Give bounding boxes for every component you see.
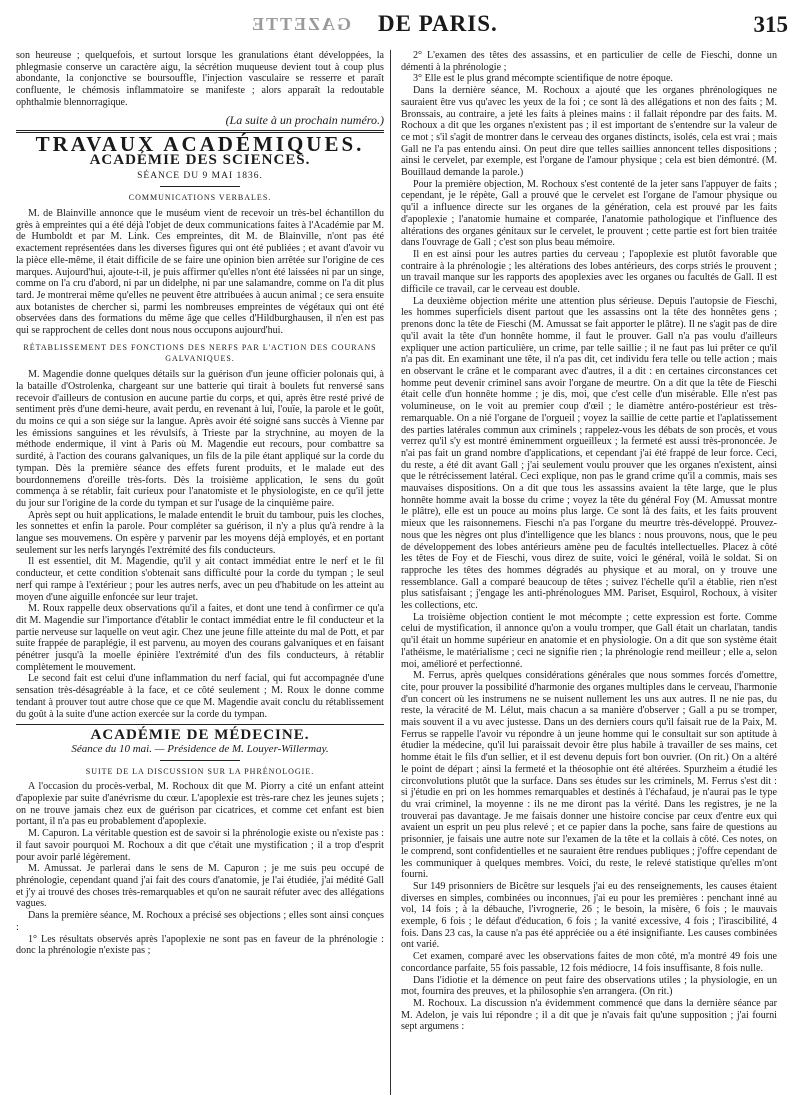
session-medicine: Séance du 10 mai. — Présidence de M. Louyer-Willermay. <box>71 742 329 755</box>
masthead-title: DE PARIS. <box>378 11 498 36</box>
paragraph-third-objection: La troisième objection contient le mot mécompte ; cette expression est forte. Comme celui de mystification, il annonce qu'on a voulu tromper, que Gall était un charlatan, tandis qu'il était un homme supérieur en anatomie et en physiologie. On a dit que son système était l'athéisme, le matérialisme ; ceci ne signifie rien ; la phrénologie rend meilleur ; elle a, selon moi, amélioré et perfectionné. <box>401 611 777 670</box>
paragraph-ferrus: M. Ferrus, après quelques considérations générales que nous sommes forcés d'omettre, cite, pour prouver la possibilité d'harmonie des organes multiples dans le cerveau, l'harmonie d'un concert où les instrumens ne se nuisent nullement les uns aux autres. Il ne nie pas, du reste, la véracité de M. Lélut, mais chacun a sa manière d'observer ; Gall a pu se tromper, mais souvent il a vu avec justesse. Dans un des derniers cours qu'il faisait rue de la Paix, M. Ferrus se rappelle l'avoir vu répondre à un jeune homme qui le consultait sur son aptitude à étudier la médecine, qu'il lui paraissait devoir être plus habile à travailler de ses mains, cet homme était le fils d'un sellier, et il est devenu depuis fort bon ouvrier. (On rit.) On a altéré le point de départ ; ainsi la fermeté et la théosophie ont été altérées. Spurzheim a étudié les circonvolutions plutôt que la surface. Dans ses études sur les criminels, M. Ferrus s'est dit : si j'étudie en pri on les hommes remarquables et destinés à l'échafaud, je n'aurai pas le type du vrai criminel, la moyenne : ils ne me diront pas la vérité. Dans les registres, je ne la trouverai pas davantage. Je me faisais donner une histoire concise par ceux d'entre eux qui avaient un esprit un peu plus relevé ; et ce papier dans la poche, sans faire de questions au prisonnier, je faisais une autre note sur l'examen de la tête et la collais à côté. Ces notes, on le comprend, sont confidentielles et ne sauraient être rendues publiques ; j'offre cependant de les communiquer à quelques membres. Voici, du reste, le relevé statistique qu'elles m'ont fourni. <box>401 670 777 881</box>
paragraph-second-objection: La deuxième objection mérite une attention plus sérieuse. Depuis l'autopsie de Fieschi, les hommes superficiels disent partout que les assassins ont la tête des honnêtes gens ; prenons donc la tête de Fieschi (M. Amussat se fait apporter le plâtre). Il ne s'agit pas de dire qu'il avait la tête d'un honnête homme, il faut le prouver. Gall n'a pas voulu d'ailleurs expliquer une action particulière, un crime, par telle saillie ; il ne faut pas lui prêter ce qu'il n'a pas dit. En examinant une tête, il n'a pas dit, cet individu fera telle ou telle action ; mais en observant le crâne et le comparant avec d'autres, il a dit : en certaines circonstances cet homme peut devenir criminel sans avoir l'organe de meurtre. On a dit que la tête de Fieschi était celle d'un honnête homme ; je dis, moi, que c'est celle d'un misérable. Elle n'est pas volumineuse, on le voit au premier coup d'œil ; le diamètre antéro-postérieur est très-remarquable. On a nié l'organe de l'orgueil ; voyez la saillie de cette partie et l'aplatissement des parties latérales commun aux criminels ; rappelez-vous les débats de son procès, et vous verrez qu'il s'y est montré éminemment orgueilleux ; la fermeté est aussi très-prononcée. Je n'ai pas fait un grand nombre d'applications, et cependant j'ai été frappé de leur force. Ceci, du reste, a été dit avant Gall ; j'ai seulement voulu prouver que les organes n'existent, ainsi que le rétrécissement latéral. Ceci explique, non pas le grand crime qu'il a commis, mais ses mauvaises dispositions. On a dit que tous les assassins avaient la tête large, que le plus honnête homme avait la bosse du crime ; voyez la tête du général Foy (M. Amussat montre le plâtre), elle est un pouce au moins plus large. Ce sont là des faits, et les faits prouvent mieux que les raisonnemens. Fieschi n'a pas l'organe du meurtre très-développé. Prouvez-nous que les nègres ont plus d'intelligence que les blancs : nous prouvons, nous, que le peu de développement des lobes antérieurs amène peu de facultés intellectuelles. Placez à côté les têtes de Foy et de Fieschi, vous direz de suite, voici le général, voilà le soldat. Si on rapproche les têtes des hommes dégradés au physique et au moral, on y trouve une ressemblance. Gall a comparé beaucoup de têtes ; suivez l'échelle qu'il a établie, rien n'est plus satisfaisant ; j'engage les anti-phrénologues MM. Pariset, Esquirol, Rochoux, à visiter les collections, etc. <box>401 295 777 612</box>
academy-medicine-heading: ACADÉMIE DE MÉDECINE. <box>90 727 310 744</box>
paragraph-amussat: M. Amussat. Je parlerai dans le sens de M. Capuron ; je me suis peu occupé de phrénologie, cependant quand j'ai fait des cours d'anatomie, je l'ai étudiée, j'ai médité Gall et j'y ai trouvé des choses très-remarquables et qu'on ne saurait réfuter avec des allégations vagues. <box>16 863 384 910</box>
session-date: SÉANCE DU 9 MAI 1836. <box>137 170 263 181</box>
paragraph-piorry: A l'occasion du procès-verbal, M. Rochoux dit que M. Piorry a cité un enfant atteint d'apoplexie par suite d'anévrisme du cœur. L'apoplexie est très-rare chez les jeunes sujets ; on ne trouve jamais chez eux de guérison par cicatrices, et comme cet enfant est bien portant, il n'a pas eu probablement d'apoplexie. <box>16 781 384 828</box>
page-number: 315 <box>753 12 788 37</box>
paragraph-other-parts: Il en est ainsi pour les autres parties du cerveau ; l'apoplexie est plutôt favorable que contraire à la phrénologie ; les altérations des lobes antérieurs, des corps striés le prouvent ; un travail manque sur les rapports des apoplexies avec les organes ou facultés de Gall. Il est difficile ce travail, car le cerveau est double. <box>401 248 777 296</box>
paragraph-capuron: M. Capuron. La véritable question est de savoir si la phrénologie existe ou n'existe pas : il faut savoir pourquoi M. Rochoux a dit que c'était une mystification ; il a trop d'esprit pour avoir parlé légèrement. <box>16 828 384 863</box>
running-head <box>0 8 800 42</box>
rubric-phrenology: SUITE DE LA DISCUSSION SUR LA PHRÉNOLOGIE. <box>85 766 315 776</box>
paragraph-first-objection: Pour la première objection, M. Rochoux s'est contenté de la jeter sans l'appuyer de faits ; cependant, je le répète, Gall a prouvé que le cervelet est l'organe de l'amour physique ou qu'il a influence directe sur les organes de la génération, cela est prouvé par les faits d'apoplexie ; l'anatomie humaine et comparée, l'anatomie pathologique et l'influence des altérations des organes génitaux sur le cervelet, le prouvent ; cette partie est fort bien traitée dans l'ouvrage de Gall ; c'est son plus beau mémoire. <box>401 178 777 249</box>
section-title: TRAVAUX ACADÉMIQUES. <box>35 132 365 157</box>
right-column <box>401 50 777 1033</box>
paragraph-magendie-1: M. Magendie donne quelques détails sur la guérison d'un jeune officier polonais qui, à la bataille d'Ostrolenka, chargeant sur une batterie qui tirait à boulets fut renversé sans recevoir d'ailleurs de contusion en aucune partie du corps, et qui, après être resté privé de sentiment près d'une demi-heure, avait perdu, en revenant à lui, l'ouïe, la parole et le goût, du moins ce qui a son siége sur la langue. Après avoir été soigné sans succès à Vienne par les émissions sanguines et les révulsifs, à Trieste par la strychnine, au moyen de la méthode endermique, il vint à Paris où M. Magendie eut recours, pour combattre sa surdité, à l'action des courans galvaniques, un fils de la pile étant appliqué sur la corde du tympan. Dès la première séance des effets furent produits, et le malade eut des bourdonnemens d'oreille très-forts. Dès la troisième application, le sens du goût commença à se rétablir, fait curieux pour l'anatomiste et le physiologiste, en ce qu'il jette du jour sur l'origine de la corde du tympan et sur l'usage de la cinquième paire. <box>16 369 384 509</box>
paragraph-blainville: M. de Blainville annonce que le muséum vient de recevoir un très-bel échantillon du grès à empreintes qui a été déjà l'objet de deux communications faites à l'Académie par M. de Humboldt et par M. Link. Ces empreintes, dit M. de Blainville, n'ont pas été exactement représentées dans les diverses figures qui ont été publiées ; et avant d'avoir vu la pièce elle-même, il était difficile de se faire une opinion bien arrêtée sur l'origine de ces marques. Aujourd'hui, ajoute-t-il, je puis affirmer qu'elles n'ont été laissées ni par un singe, comme on l'a cru d'abord, ni par un didelphe, ni par une salamandre, comme on l'a dit plus tard. Je montrerai même qu'elles ne peuvent être attribuées à aucun animal ; ce sera ensuite aux botanistes de chercher si, parmi les nombreuses empreintes de végétaux qui ont été observées dans des formations du même âge que celles d'Hildburghausen, il n'en est pas qui se rapprochent de celles dont nous nous occupons aujourd'hui. <box>16 208 384 337</box>
paragraph-idiocy: Dans l'idiotie et la démence on peut faire des observations utiles ; la physiologie, en un mot, fournira des preuves, et la philosophie s'en arrangera. (On rit.) <box>401 974 777 998</box>
academy-sciences-heading: ACADÉMIE DES SCIENCES. <box>89 151 311 168</box>
paragraph-rochoux-end: M. Rochoux. La discussion n'a évidemment commencé que dans la dernière séance par M. Adelon, je vais lui répondre ; il a dit que je n'avais fait qu'une supposition ; j'ai fourni sept argumens : <box>401 997 777 1033</box>
paragraph-magendie-3: Il est essentiel, dit M. Magendie, qu'il y ait contact immédiat entre le nerf et le fil conducteur, et cette condition s'obtenait sans difficulté pour la corde du tympan ; le seul nerf qui rampe à l'extérieur ; pour les autres nerfs, avec un peu d'habitude on les atteint au moyen d'une aiguille enfoncée sur leur trajet. <box>16 556 384 603</box>
paragraph-opening: son heureuse ; quelquefois, et surtout lorsque les granulations étant développées, la phlegmasie conserve un caractère aigu, la sécrétion muqueuse devient tout à coup plus abondante, la conjonctive se boursouffle, l'injection vasculaire se resserre et paraît confluente, le chémosis inflammatoire se manifeste ; alors apparaît la redoutable ophthalmie blennorragique. <box>16 50 384 108</box>
paragraph-bicetre: Sur 149 prisonniers de Bicêtre sur lesquels j'ai eu des renseignements, les causes étaient diverses en simples, combinées ou inconnues, j'ai eu pour les premières : penchant inné au vol, 14 fois ; à la débauche, l'ivrognerie, 26 ; le besoin, la misère, 6 fois ; le mauvais exemple, 6 fois ; le défaut d'éducation, 6 fois ; la vanité excessive, 4 fois ; l'irascibilité, 4 fois. Dans 23 cas, la cause n'a pas été appréciée ou a été insignifiante. Les causes combinées ont varié. <box>401 880 777 951</box>
bleed-through-text: GAZETTE <box>250 14 352 34</box>
left-column <box>16 50 384 957</box>
paragraph-roux-2: Le second fait est celui d'une inflammation du nerf facial, qui fut accompagnée d'une sensation très-désagréable à la face, et ce côté seulement ; M. Roux le donne comme tendant à prouver tout autre chose que ce que M. Magendie avait conclu du rétablissement du goût à la suite d'une action exercée sur la corde du tympan. <box>16 673 384 720</box>
continued-note: (La suite à un prochain numéro.) <box>225 112 384 127</box>
paragraph-exam: Cet examen, comparé avec les observations faites de mon côté, m'a montré 49 fois une concordance parfaite, 55 fois passable, 12 fois médiocre, 14 fois insuffisante, 8 fois nulle. <box>401 951 777 974</box>
paragraph-second-point: 2° L'examen des têtes des assassins, et en particulier de celle de Fieschi, donne un démenti à la phrénologie ; <box>401 50 777 73</box>
paragraph-first-point: 1° Les résultats observés après l'apoplexie ne sont pas en faveur de la phrénologie : donc la phrénologie n'existe pas ; <box>16 933 384 957</box>
column-divider <box>390 50 391 1095</box>
rubric-verbal: COMMUNICATIONS VERBALES. <box>128 193 272 203</box>
paragraph-rochoux-objections: Dans la première séance, M. Rochoux a précisé ses objections ; elles sont ainsi conçues : <box>16 910 384 933</box>
short-divider <box>160 760 240 761</box>
paragraph-roux-1: M. Roux rappelle deux observations qu'il a faites, et dont une tend à confirmer ce qu'a dit M. Magendie sur l'importance d'établir le contact immédiat entre le fil conducteur et la partie nerveuse sur laquelle on veut agir. Chez une jeune fille atteinte du mal de Pott, et par suite frappée de paraplégie, il est parvenu, au moyen des courans galvaniques et en faisant pénétrer jusqu'à la moelle épinière l'extrémité d'un des fils conducteurs, à rétablir complètement le mouvement. <box>16 603 385 673</box>
paragraph-magendie-2: Après sept ou huit applications, le malade entendit le bruit du tambour, puis les cloches, les sonnettes et enfin la parole. Pour compléter sa guérison, il n'y a plus qu'à rendre à la langue ses mouvemens. On espère y parvenir par les moyens déjà employés, et en portant seulement sur les nerfs laryngés l'extrémité des fils conducteurs. <box>16 509 384 556</box>
section-divider <box>16 724 384 725</box>
paragraph-last-session: Dans la dernière séance, M. Rochoux a ajouté que les organes phrénologiques ne sauraient être vus qu'avec les yeux de la foi ; ce sont là des allégations et non des faits ; M. Bronssais, au contraire, a jeté les faits à pleines mains : il fallait répondre par des faits. M. Rochoux a dit que les organes n'existent pas ; il est important de s'entendre sur la valeur de ce mot ; s'il s'agit de montrer dans le cerveau des organes distincts, isolés, cela est vrai ; mais Gall ne l'a pas entendu ainsi. On peut dire que telles saillies annoncent telles dispositions ; ainsi le cervelet, par exemple, est l'organe de l'amour physique ; cela est bien démontré. (M. Bouillaud demande la parole.) <box>401 85 777 179</box>
rubric-galvanic: RÉTABLISSEMENT DES FONCTIONS DES NERFS PAR L'ACTION DES COURANS GALVANIQUES. <box>23 342 377 364</box>
paragraph-third-point: 3° Elle est le plus grand mécompte scientifique de notre époque. <box>413 73 673 85</box>
short-divider <box>160 186 240 187</box>
